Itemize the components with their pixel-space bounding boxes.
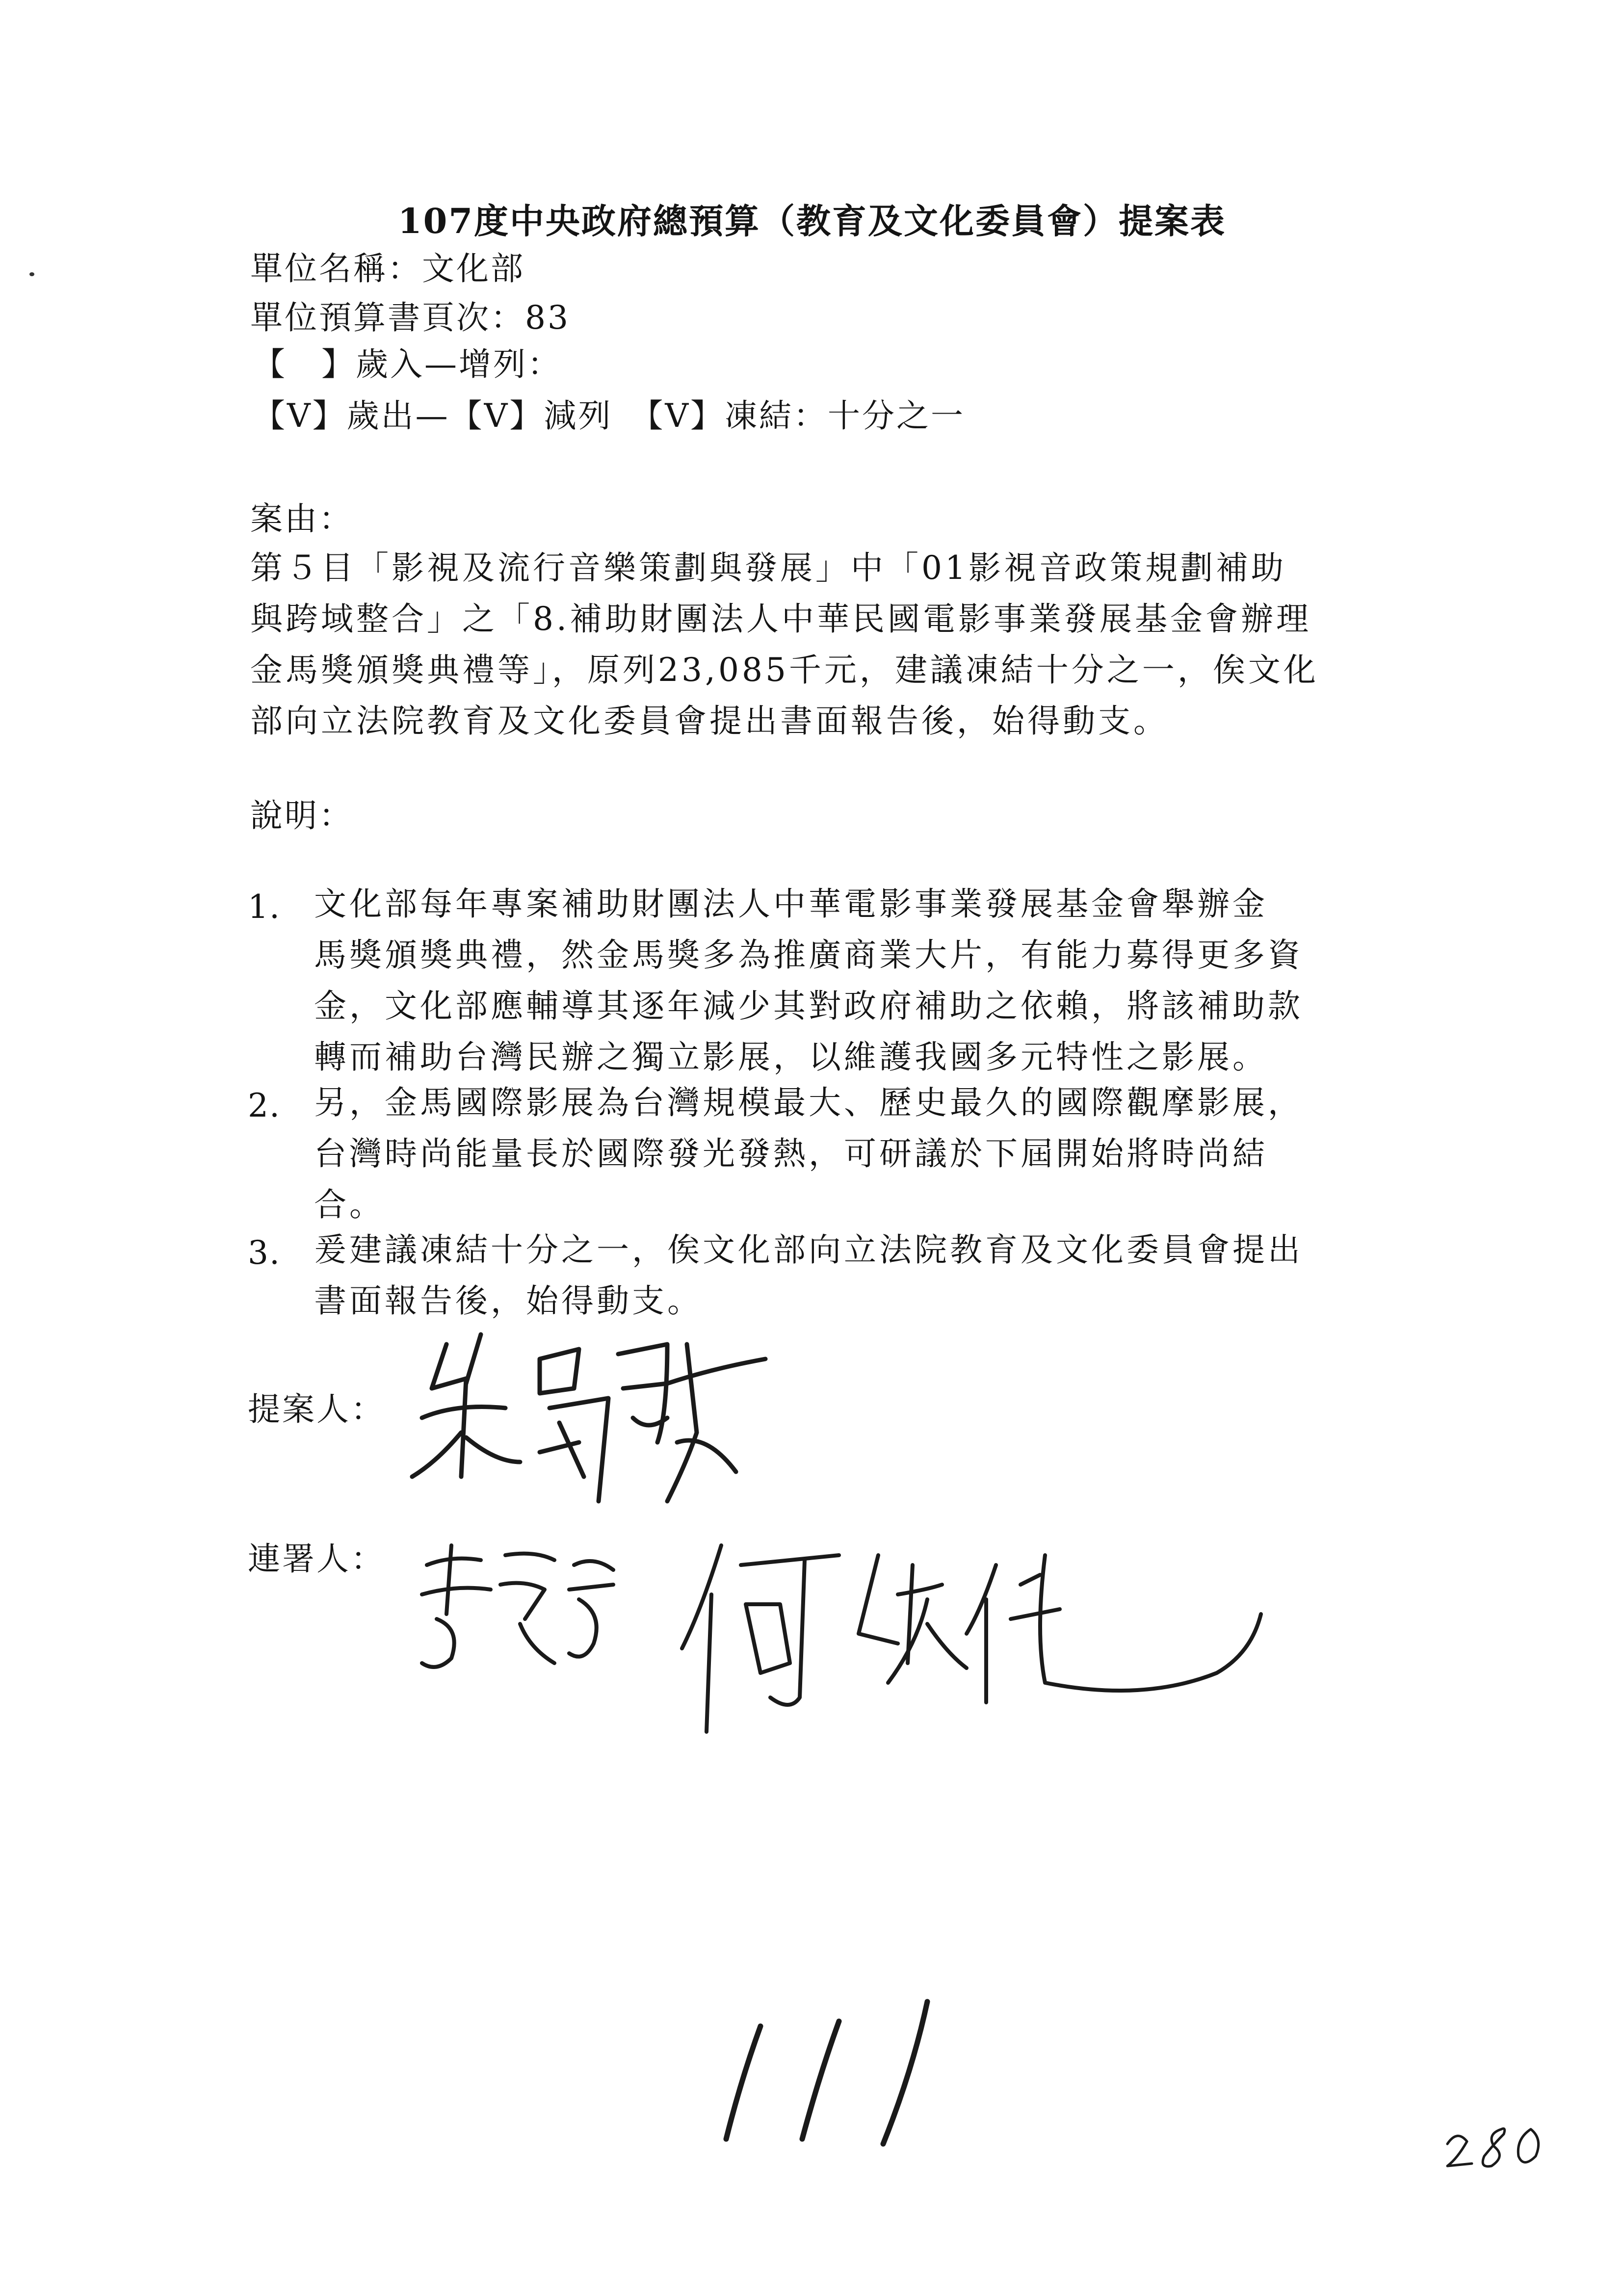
reason-line: 與跨域整合」之「8.補助財團法人中華民國電影事業發展基金會辦理	[250, 600, 1311, 638]
item-number: 1.	[248, 888, 281, 926]
item-line: 金，文化部應輔導其逐年減少其對政府補助之依賴，將該補助款	[314, 987, 1303, 1025]
item-line: 轉而補助台灣民辦之獨立影展，以維護我國多元特性之影展。	[314, 1038, 1268, 1076]
expense-line: 【V】歲出—【V】減列 【V】凍結：十分之一	[253, 397, 965, 435]
item-line: 文化部每年專案補助財團法人中華電影事業發展基金會舉辦金	[314, 885, 1268, 923]
item-number: 3.	[248, 1234, 281, 1272]
item-line: 爰建議凍結十分之一，俟文化部向立法院教育及文化委員會提出	[314, 1231, 1303, 1269]
explanation-label: 說明：	[250, 797, 353, 835]
reason-line: 部向立法院教育及文化委員會提出書面報告後，始得動支。	[250, 702, 1169, 740]
item-line: 馬獎頒獎典禮，然金馬獎多為推廣商業大片，有能力募得更多資	[314, 936, 1303, 974]
explanation-item-2	[314, 1084, 1408, 1240]
reason-label: 案由：	[250, 500, 353, 538]
page-mark	[1438, 2110, 1555, 2183]
item-number: 2.	[248, 1087, 281, 1124]
cosigner-signatures	[407, 1536, 1290, 1742]
item-line: 合。	[314, 1186, 385, 1224]
item-line: 台灣時尚能量長於國際發光發熱，可研議於下屆開始將時尚結	[314, 1135, 1268, 1173]
reason-line: 金馬獎頒獎典禮等」，原列23,085千元，建議凍結十分之一，俟文化	[250, 651, 1319, 689]
revenue-line: 【 】歲入—增列：	[253, 345, 562, 383]
budget-page: 單位預算書頁次：83	[250, 299, 570, 337]
proposer-signature	[393, 1315, 795, 1550]
tally-marks	[707, 1992, 952, 2154]
document-title: 107度中央政府總預算（教育及文化委員會）提案表	[397, 201, 1227, 241]
unit-name: 單位名稱：文化部	[250, 250, 525, 287]
item-line: 書面報告後，始得動支。	[314, 1282, 703, 1320]
scan-speck	[29, 272, 34, 276]
reason-line: 第５目「影視及流行音樂策劃與發展」中「01影視音政策規劃補助	[250, 549, 1286, 587]
reason-body	[250, 549, 1408, 756]
item-line: 另，金馬國際影展為台灣規模最大、歷史最久的國際觀摩影展，	[314, 1084, 1303, 1122]
explanation-item-1	[314, 885, 1408, 1092]
cosigner-label: 連署人：	[248, 1540, 385, 1578]
proposer-label: 提案人：	[248, 1390, 385, 1428]
